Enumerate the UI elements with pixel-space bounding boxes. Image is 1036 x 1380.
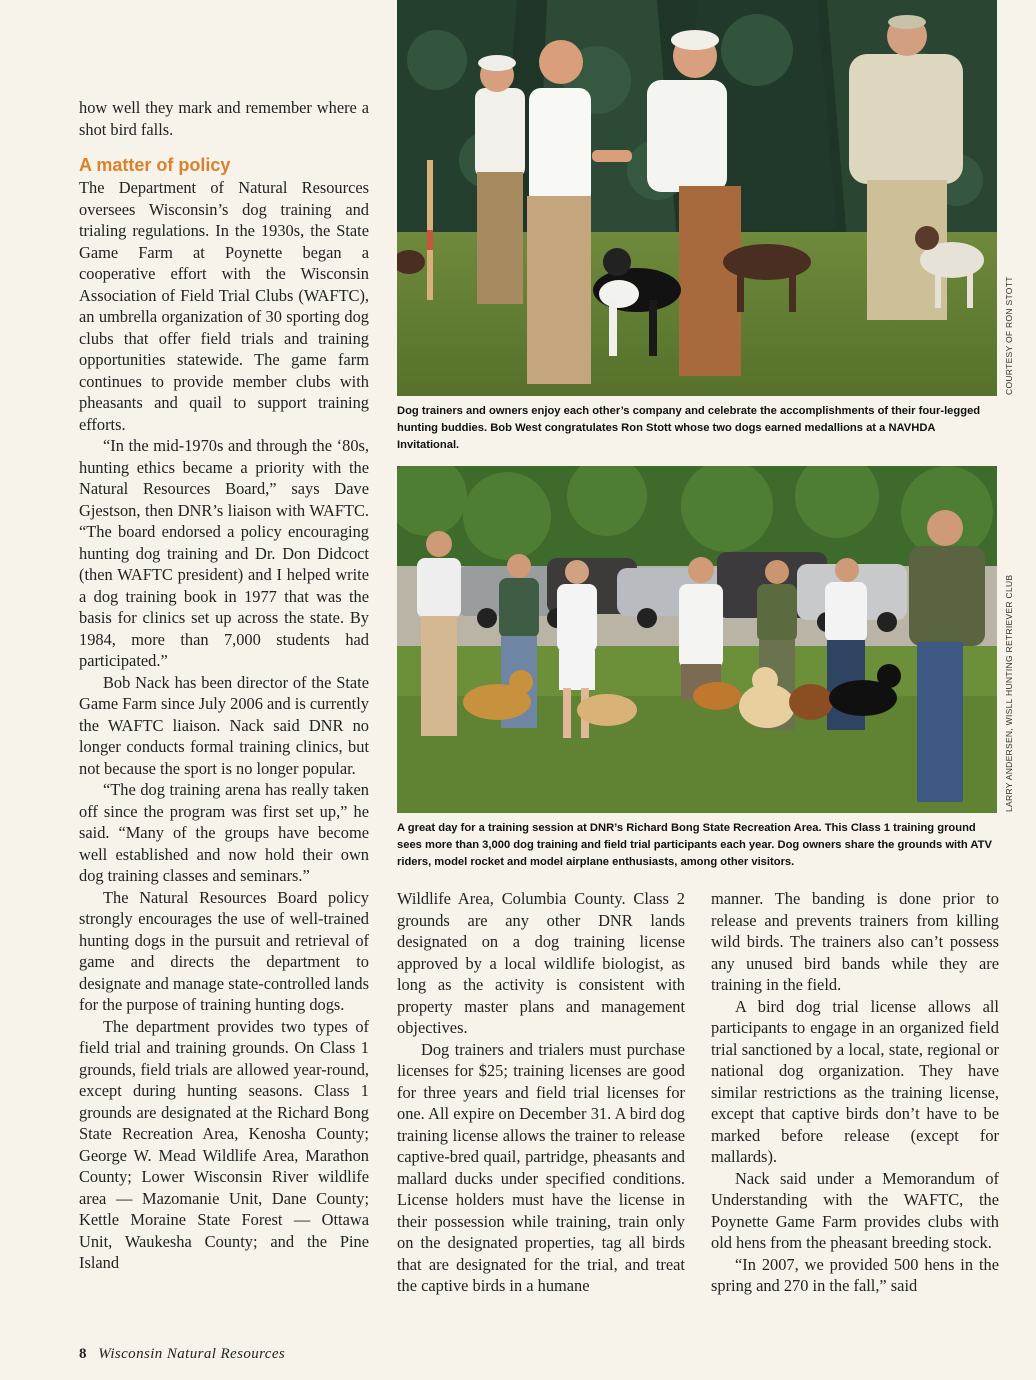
- text-column-right: [711, 888, 999, 1297]
- paragraph: “In the mid-1970s and through the ‘80s, hunting ethics became a priority with the Natural Resources Board,” says Dave Gjestson, then DNR’s liaison with WAFTC. “The board endorsed a policy encouraging hunting dog training and Dr. Don Didcoct (then WAFTC president) and I helped write a dog training book in 1977 that was the basis for clinics set up across the state. By 1984, more than 7,000 students had participated.”: [79, 436, 369, 670]
- section-heading: A matter of policy: [79, 155, 231, 175]
- paragraph: A bird dog trial license allows all participants to engage in an organized field trial sanctioned by a local, state, regional or national dog organization. They have similar restrictions as the training license, except that captive birds don’t have to be marked before release (except for mallards).: [711, 996, 999, 1166]
- paragraph: Bob Nack has been director of the State Game Farm since July 2006 and is currently the WAFTC liaison. Nack said DNR no longer conducts formal training clinics, but not because the sport is no longer popular.: [79, 672, 369, 778]
- paragraph: Dog trainers and trialers must purchase licenses for $25; training licenses are good for three years and field trial licenses for one. All expire on December 31. A bird dog training license allows the trainer to release captive-bred quail, partridge, pheasants and mallard ducks under specified conditions. License holders must have the license in their possession while training, train only on the designated properties, tag all birds that are designated for the trial, and treat the captive birds in a humane: [397, 1039, 685, 1295]
- paragraph: “In 2007, we provided 500 hens in the spring and 270 in the fall,” said: [711, 1254, 999, 1295]
- paragraph: Wildlife Area, Columbia County. Class 2 grounds are any other DNR lands designated on a dog training license approved by a local wildlife biologist, as long as the activity is consistent with property master plans and management objectives.: [397, 889, 685, 1037]
- photo-credit: LARRY ANDERSEN, WISLL HUNTING RETRIEVER CLUB: [1004, 574, 1014, 812]
- photo-training-session: [397, 466, 997, 813]
- paragraph: manner. The banding is done prior to release and prevents trainers from killing wild birds. The trainers also can’t possess any unused bird bands while they are training in the field.: [711, 889, 999, 994]
- text-column-middle: [397, 888, 685, 1297]
- paragraph: The Department of Natural Resources oversees Wisconsin’s dog training and trialing regulations. In the 1930s, the State Game Farm at Poynette began a cooperative effort with the Wisconsin Association of Field Trial Clubs (WAFTC), an umbrella organization of 30 sporting dog clubs that offer field trials and training opportunities statewide. The game farm continues to provide member clubs with pheasants and quail to support training efforts.: [79, 178, 369, 434]
- paragraph: The department provides two types of field trial and training grounds. On Class 1 grounds, field trials are allowed year-round, except during hunting seasons. Class 1 grounds are designated at the Richard Bong State Recreation Area, Kenosha County; George W. Mead Wildlife Area, Marathon County; Lower Wisconsin River wildlife area — Mazomanie Unit, Dane County; Kettle Moraine State Forest — Ottawa Unit, Waukesha County; and the Pine Island: [79, 1016, 369, 1272]
- paragraph: The Natural Resources Board policy strongly encourages the use of well-trained hunting dogs in the pursuit and retrieval of game and directs the department to designate and manage state-controlled lands for the purpose of training hunting dogs.: [79, 887, 369, 1014]
- magazine-title: Wisconsin Natural Resources: [98, 1346, 286, 1362]
- photo-trainers-handshake: [397, 0, 997, 396]
- page-number: 8: [79, 1346, 87, 1362]
- text-column-left: [79, 97, 369, 1274]
- paragraph: “The dog training arena has really taken off since the program was first set up,” he said. “Many of the groups have become well established and now hold their own dog training classes and seminars.”: [79, 780, 369, 885]
- photo-credit: COURTESY OF RON STOTT: [1004, 276, 1014, 395]
- photo-caption: Dog trainers and owners enjoy each other’s company and celebrate the accomplishments of their four-legged hunting buddies. Bob West congratulates Ron Stott whose two dogs earned medallions at a NAVHDA Invitational.: [397, 405, 981, 451]
- page-footer: [79, 1346, 285, 1363]
- photo-caption: A great day for a training session at DNR’s Richard Bong State Recreation Area. This Class 1 training ground sees more than 3,000 dog training and field trial participants each year. Dog owners share the grounds with ATV riders, model rocket and model airplane enthusiasts, among other visitors.: [397, 822, 992, 868]
- paragraph: how well they mark and remember where a shot bird falls.: [79, 98, 369, 139]
- paragraph: Nack said under a Memorandum of Understanding with the WAFTC, the Poynette Game Farm provides clubs with old hens from the pheasant breeding stock.: [711, 1168, 999, 1252]
